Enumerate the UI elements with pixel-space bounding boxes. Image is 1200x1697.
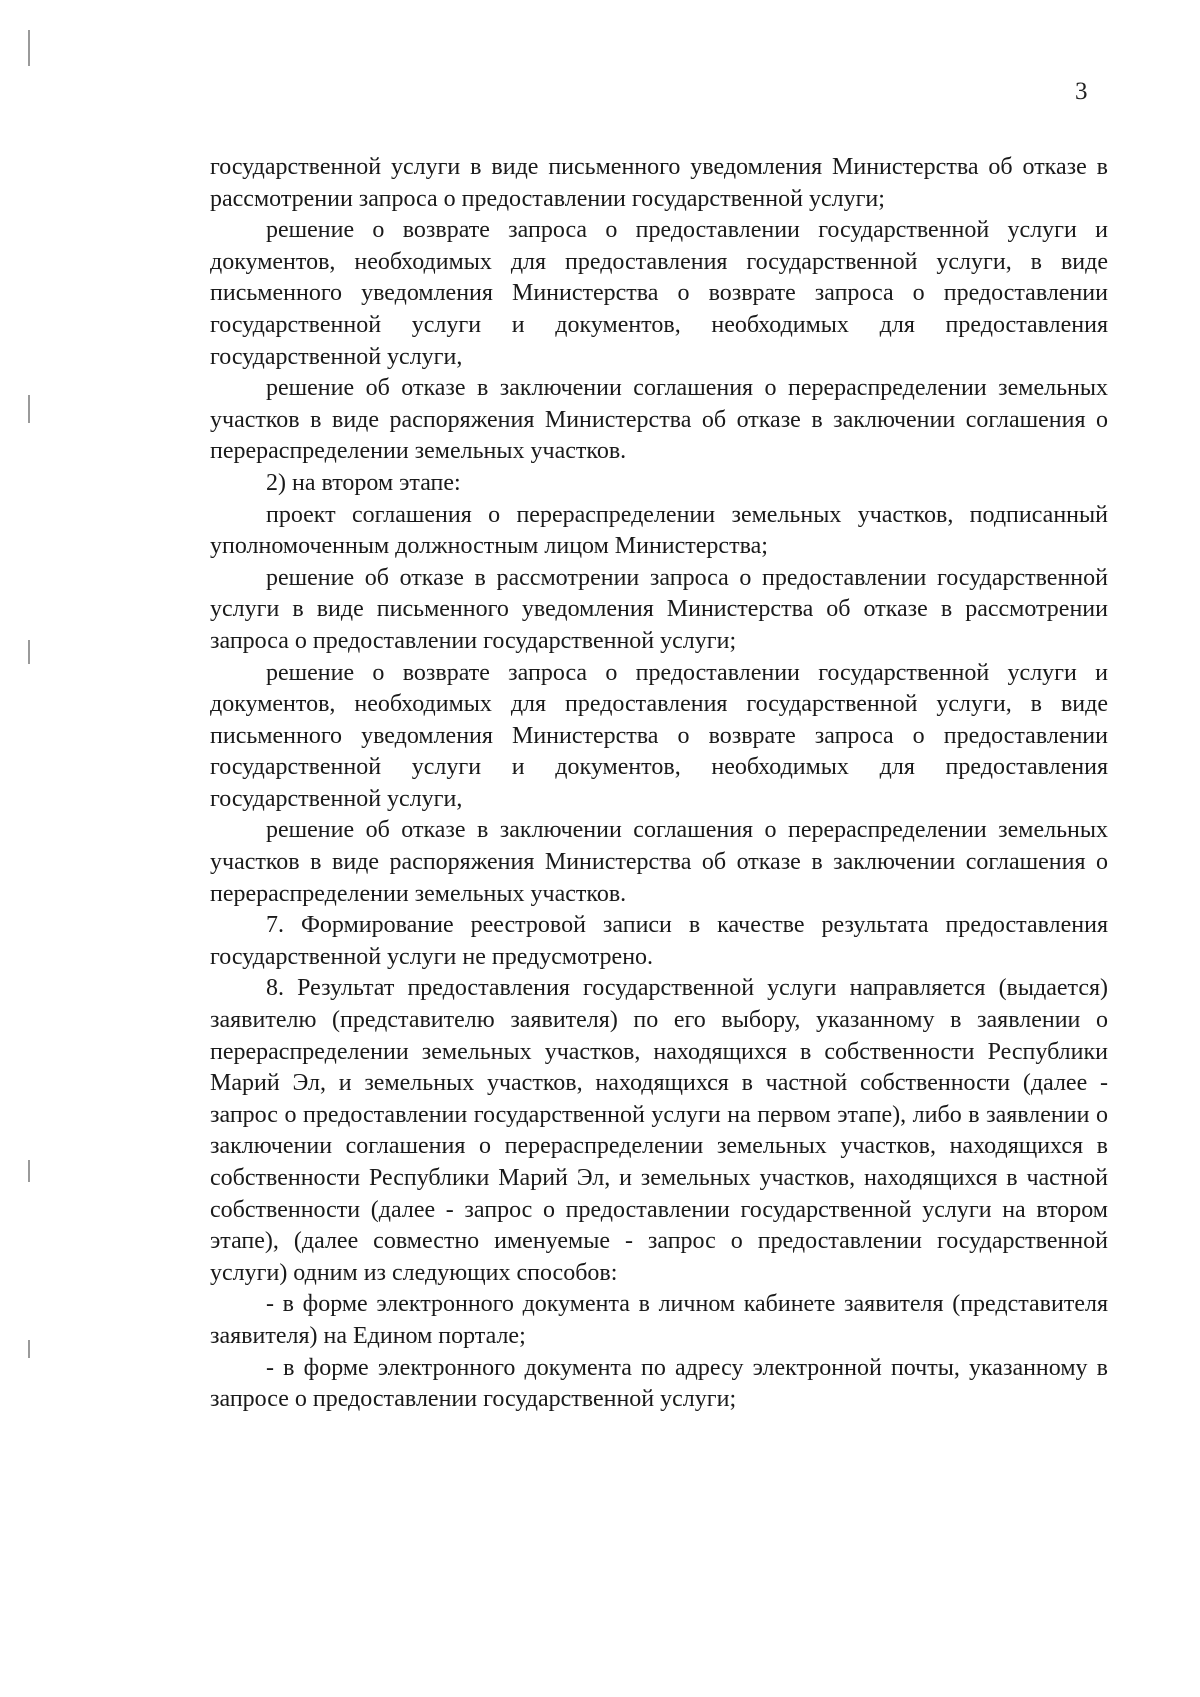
scan-artifact [28, 640, 30, 664]
paragraph: - в форме электронного документа по адресу электронной почты, указанному в запросе о предоставлении государственной услуги; [210, 1354, 1108, 1413]
paragraph: 2) на втором этапе: [266, 469, 461, 496]
paragraph: решение об отказе в рассмотрении запроса о предоставлении государственной услуги в виде письменного уведомления Министерства об отказе в рассмотрении запроса о предоставлении государственной услуги; [210, 564, 1108, 654]
document-body [210, 152, 1108, 1416]
paragraph: решение о возврате запроса о предоставлении государственной услуги и документов, необходимых для предоставления государственной услуги, в виде письменного уведомления Министерства о возврате запроса о предоставлении государственной услуги и документов, необходимых для предоставления государственной услуги, [210, 659, 1108, 812]
scan-artifact [28, 1160, 30, 1182]
paragraph: 8. Результат предоставления государственной услуги направляется (выдается) заявителю (представителю заявителя) по его выбору, указанному в заявлении о перераспределении земельных участков, находящихся в собственности Республики Марий Эл, и земельных участков, находящихся в частной собственности (далее - запрос о предоставлении государственной услуги на первом этапе), либо в заявлении о заключении соглашения о перераспределении земельных участков, находящихся в собственности Республики Марий Эл, и земельных участков, находящихся в частной собственности (далее - запрос о предоставлении государственной услуги на втором этапе), (далее совместно именуемые - запрос о предоставлении государственной услуги) одним из следующих способов: [210, 975, 1108, 1286]
paragraph: решение о возврате запроса о предоставлении государственной услуги и документов, необходимых для предоставления государственной услуги, в виде письменного уведомления Министерства о возврате запроса о предоставлении государственной услуги и документов, необходимых для предоставления государственной услуги, [210, 217, 1108, 370]
paragraph: проект соглашения о перераспределении земельных участков, подписанный уполномоченным должностным лицом Министерства; [210, 501, 1108, 560]
paragraph: - в форме электронного документа в личном кабинете заявителя (представителя заявителя) на Едином портале; [210, 1291, 1108, 1349]
paragraph: государственной услуги в виде письменного уведомления Министерства об отказе в рассмотрении запроса о предоставлении государственной услуги; [210, 154, 1108, 212]
paragraph: решение об отказе в заключении соглашения о перераспределении земельных участков в виде распоряжения Министерства об отказе в заключении соглашения о перераспределении земельных участков. [210, 375, 1108, 465]
scan-artifact [28, 1340, 30, 1358]
scan-artifact [28, 395, 30, 423]
scan-artifact [28, 30, 30, 66]
page-number: 3 [1075, 78, 1088, 105]
paragraph: решение об отказе в заключении соглашения о перераспределении земельных участков в виде распоряжения Министерства об отказе в заключении соглашения о перераспределении земельных участков. [210, 817, 1108, 907]
paragraph: 7. Формирование реестровой записи в качестве результата предоставления государственной услуги не предусмотрено. [210, 912, 1108, 970]
